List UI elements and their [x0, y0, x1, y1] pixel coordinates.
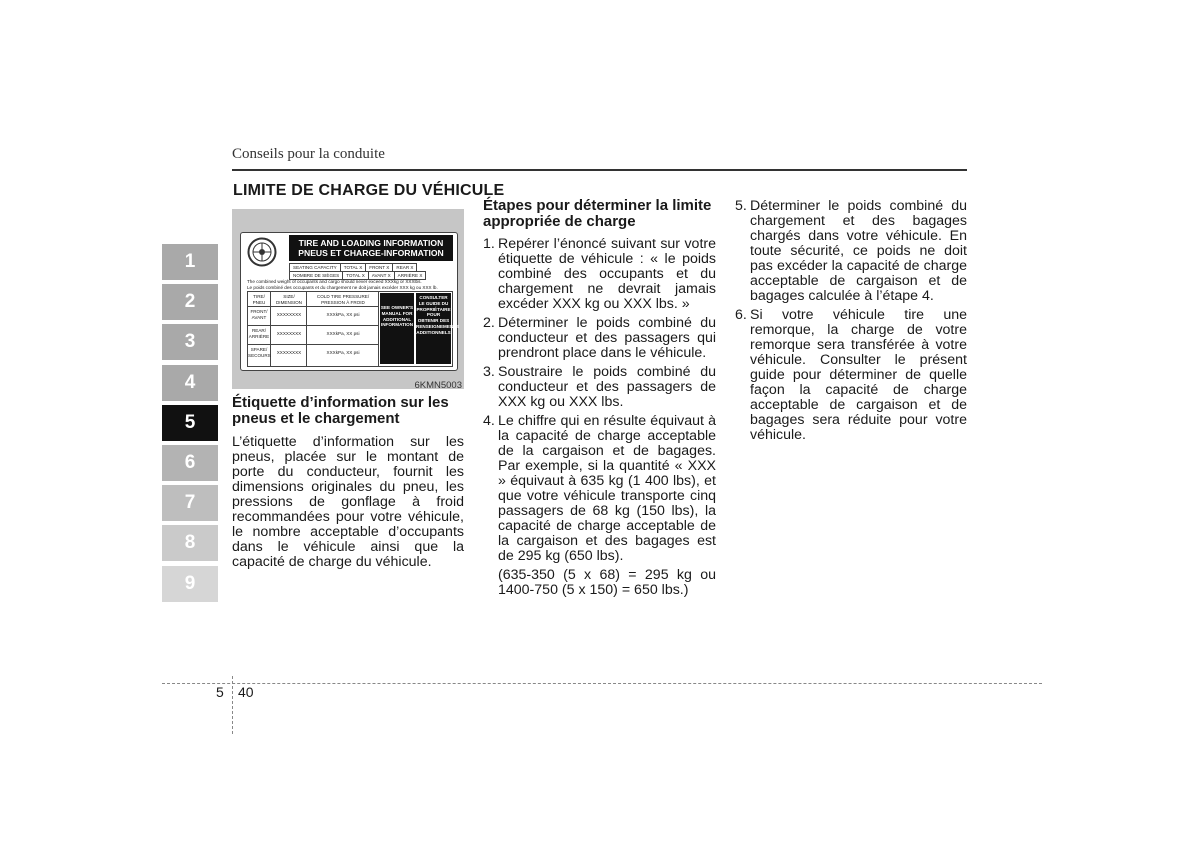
chapter-tab-8[interactable]: 8	[162, 525, 218, 561]
chapter-tab-4[interactable]: 4	[162, 365, 218, 401]
chapter-tab-6[interactable]: 6	[162, 445, 218, 481]
col1-paragraph: L’étiquette d’information sur les pneus, placée sur le montant de porte du conducteur, fournit les dimensions originales du pneu, les pressions de gonflage à froid recommandées pour votre véhicule, le nombre acceptable d’occupants dans le véhicule ainsi que la capacité de charge du véhicule.	[232, 434, 464, 570]
chapter-tab-2[interactable]: 2	[162, 284, 218, 320]
footer-section-number: 5	[216, 684, 224, 700]
list-item: 3. Soustraire le poids combiné du conducteur et des passagers de XXX kg ou XXX lbs.	[483, 364, 716, 410]
column-1	[232, 395, 464, 570]
steps-list-2	[735, 199, 967, 443]
label-header: TIRE AND LOADING INFORMATION PNEUS ET CHARGE-INFORMATION	[289, 235, 453, 261]
seating-row-fr: NOMBRE DE SIÈGES TOTAL X AVANT X ARRIÈRE X	[289, 271, 426, 280]
footer-divider	[232, 676, 233, 734]
wheel-icon	[247, 237, 277, 267]
list-item: 1. Repérer l’énoncé suivant sur votre étiquette de véhicule : « le poids combiné des occupants et du chargement ne devrait jamais excéder XXX kg ou XXX lbs. »	[483, 236, 716, 312]
list-item: 6. Si votre véhicule tire une remorque, la charge de votre remorque sera transférée à votre véhicule. Consulter le présent guide pour déterminer de quelle façon la capacité de charge acceptable de cargaison et de bagages sera réduite pour votre véhicule.	[735, 307, 967, 443]
chapter-tabs	[162, 244, 218, 606]
calculation-example: (635-350 (5 x 68) = 295 kg ou 1400-750 (5 x 150) = 650 lbs.)	[498, 567, 716, 598]
label-note: The combined weight of occupants and cargo should never exceed XXXkg or XXXlbs. Le poids combiné des occupants et du chargement ne doit jamais excéder XXX kg ou XXX lb.	[247, 279, 438, 290]
chapter-tab-5[interactable]: 5	[162, 405, 218, 441]
column-2	[483, 198, 716, 598]
running-header: Conseils pour la conduite	[232, 146, 385, 162]
figure-code: 6KMN5003	[414, 380, 462, 391]
list-item: 4. Le chiffre qui en résulte équivaut à la capacité de charge acceptable de la cargaison et de bagages. Par exemple, si la quantité « XXX » équivaut à 635 kg (1 400 lbs), et que votre véhicule transporte cinq passagers de 68 kg (150 lbs), la capacité de charge acceptable de la cargaison et des bagages est de 295 kg (650 lbs).	[483, 413, 716, 564]
list-item: 5. Déterminer le poids combiné du chargement et des bagages chargés dans votre véhicule. En toute sécurité, ce poids ne doit pas excéder la capacité de charge acceptable de cargaison et de bagages calculée à l’étape 4.	[735, 198, 967, 304]
list-item: 2. Déterminer le poids combiné du conducteur et des passagers qui prendront place dans le véhicule.	[483, 315, 716, 361]
consulter-block: CONSULTER LE GUIDE DU PROPRIÉTAIRE POUR OBTENIR DES RENSEIGNEMENTS ADDITIONNELS	[416, 293, 451, 364]
header-rule	[232, 169, 967, 171]
footer-rule	[162, 683, 1042, 684]
tire-label-card	[240, 232, 458, 371]
chapter-tab-1[interactable]: 1	[162, 244, 218, 280]
tire-label-figure	[232, 209, 464, 389]
footer-page-number: 40	[238, 684, 254, 700]
see-owners-block: SEE OWNER'S MANUAL FOR ADDITIONAL INFORMATION	[380, 293, 414, 364]
steps-list-1	[483, 237, 716, 564]
section-title: LIMITE DE CHARGE DU VÉHICULE	[233, 182, 505, 199]
col2-subheading: Étapes pour déterminer la limite appropriée de charge	[483, 197, 712, 230]
tire-pressure-table: TIRE/ PNEU SIZE/ DIMENSION COLD TIRE PRESSURE/ PRESSION À FROID FRONT/ AVANT XXXXXXXX XXXkPa, XX psi REAR/ ARRIÈRE XXXXXXXX XXXkPa, XX psi SPARE/ SECOURS XXXXXXXX XXXkPa, XX psi SEE OWNER'S MANUAL FOR ADDITIONAL INFORMATION CONSULTER LE GUIDE DU PROPRIÉTAIRE POUR OBTENIR DES RENSEIGNEMENTS ADDITIONNELS	[247, 291, 453, 367]
chapter-tab-7[interactable]: 7	[162, 485, 218, 521]
seating-row: SEATING CAPACITY TOTAL X FRONT X REAR X	[289, 263, 417, 272]
column-3	[735, 199, 967, 447]
col1-subheading: Étiquette d’information sur les pneus et le chargement	[232, 394, 449, 427]
chapter-tab-9[interactable]: 9	[162, 566, 218, 602]
chapter-tab-3[interactable]: 3	[162, 324, 218, 360]
